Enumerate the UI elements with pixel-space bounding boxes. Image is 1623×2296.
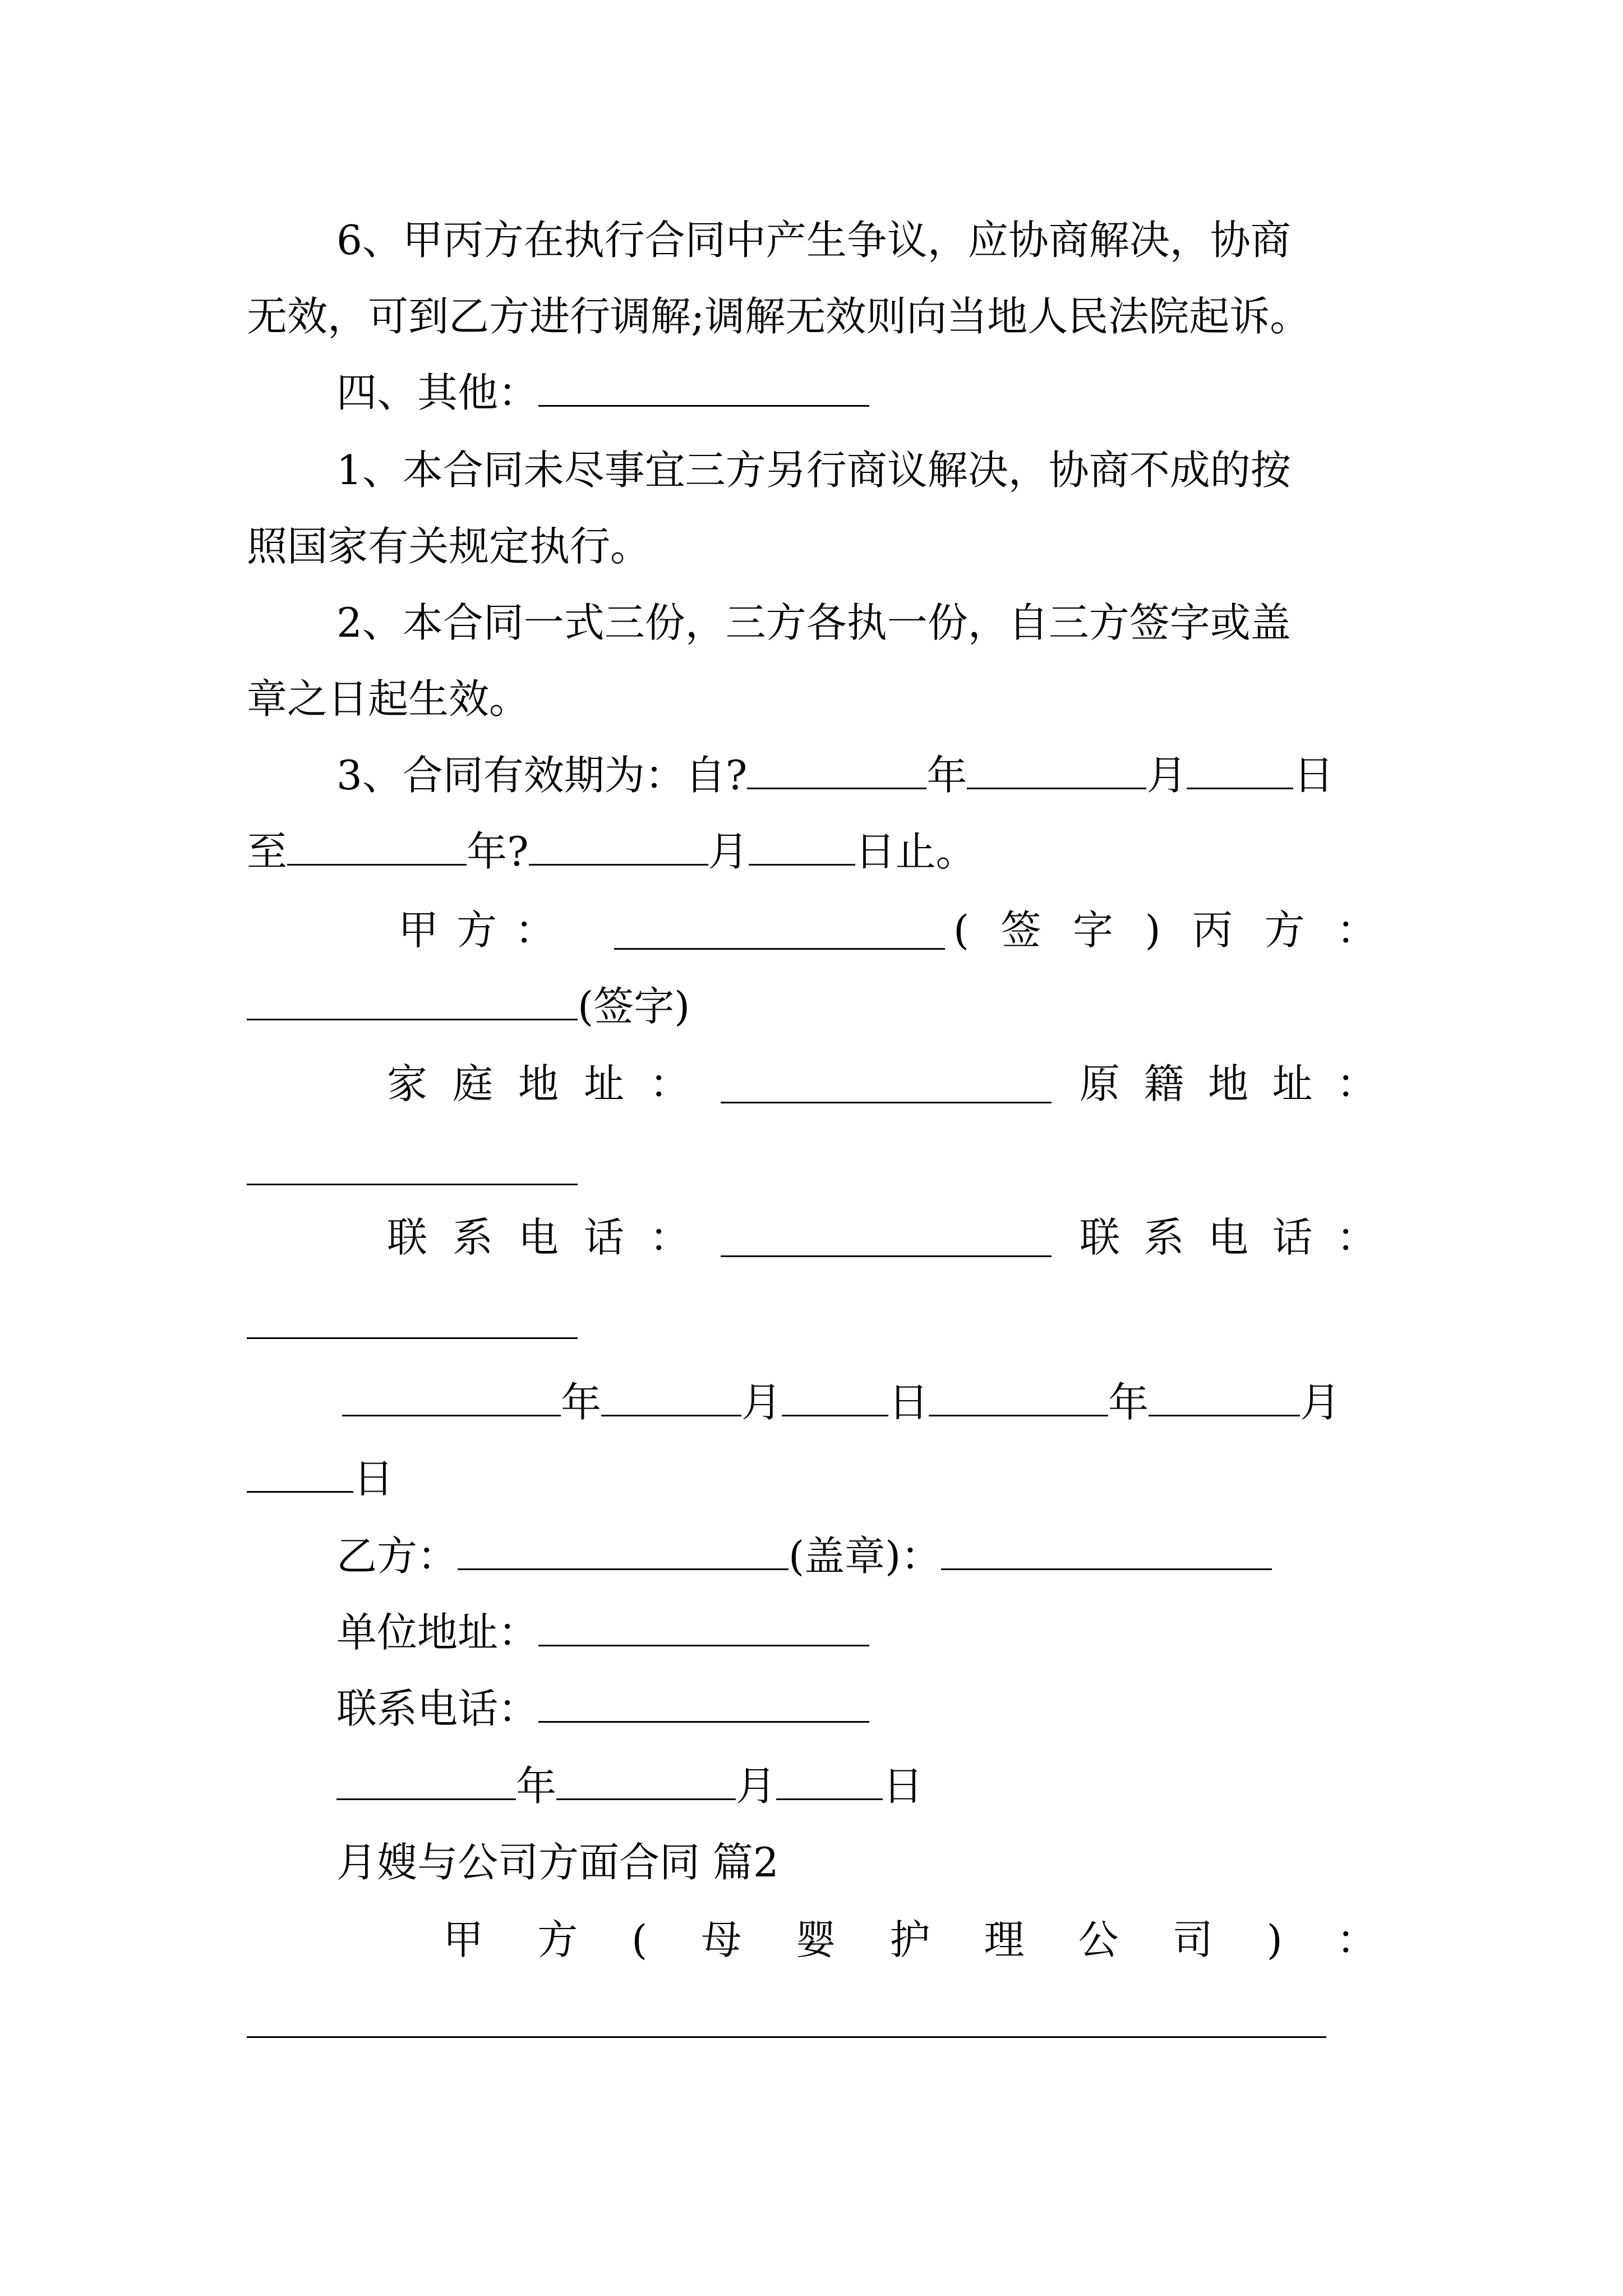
year-label: 年 [516, 1763, 557, 1810]
day-field[interactable] [782, 1378, 888, 1416]
char: 婴 [795, 1916, 836, 1963]
date-line-1 [342, 1375, 1340, 1429]
party-b-field[interactable] [458, 1531, 789, 1570]
char: 话 [1272, 1214, 1313, 1261]
char: ： [514, 907, 555, 954]
char: 庭 [452, 1060, 493, 1107]
month-label: 月 [736, 1763, 777, 1810]
char: ： [1336, 1060, 1377, 1107]
month-field[interactable] [556, 1761, 736, 1800]
day-label: 日 [888, 1379, 929, 1426]
char: 地 [518, 1060, 559, 1107]
party-a-company-field[interactable] [247, 2036, 1326, 2038]
day-label: 日 [353, 1455, 394, 1502]
char: 丙 [1192, 907, 1233, 954]
party-a-sign-field[interactable] [614, 948, 945, 950]
char: 司 [1172, 1916, 1213, 1963]
char: 方 [1264, 907, 1305, 954]
clause-3-line-2 [247, 825, 976, 878]
date-line-1-tail [247, 1452, 394, 1506]
char: 系 [1144, 1214, 1184, 1261]
char: ) [1145, 907, 1161, 954]
clause-6-line-2: 无效，可到乙方进行调解;调解无效则向当地人民法院起诉。 [247, 293, 1311, 340]
party-a-label [398, 903, 555, 957]
char: ( [631, 1916, 648, 1963]
start-month-field[interactable] [967, 751, 1146, 789]
year-field[interactable] [342, 1378, 561, 1416]
phone-field-left[interactable] [721, 1255, 1052, 1257]
char: 址 [1272, 1060, 1313, 1107]
clause-1-line-1: 1、本合同未尽事宜三方另行商议解决，协商不成的按 [336, 447, 1291, 494]
seal-field[interactable] [941, 1531, 1272, 1570]
home-address-label [387, 1057, 690, 1111]
native-address-label [1080, 1057, 1377, 1111]
char: 理 [984, 1916, 1025, 1963]
end-year-field[interactable] [287, 827, 467, 866]
unit-phone-label: 联系电话： [336, 1685, 539, 1732]
char: ) [1266, 1916, 1283, 1963]
end-day-field[interactable] [749, 827, 855, 866]
clause-2-line-1: 2、本合同一式三份，三方各执一份，自三方签字或盖 [336, 599, 1291, 646]
char: 公 [1078, 1916, 1119, 1963]
clause-2-line-2: 章之日起生效。 [247, 675, 530, 723]
year-label: 年 [926, 752, 967, 799]
section-4-label: 四、其他： [336, 369, 539, 416]
char: 址 [583, 1060, 624, 1107]
month-label: 月 [741, 1379, 782, 1426]
phone-label-left [387, 1211, 690, 1264]
unit-address-line [336, 1605, 869, 1659]
date-line-2 [336, 1759, 923, 1813]
char: 系 [452, 1214, 493, 1261]
sign-label: (签字) [578, 983, 690, 1030]
char: ： [649, 1214, 690, 1261]
day-field[interactable] [776, 1761, 883, 1800]
clause-3-prefix: 3、合同有效期为：自? [336, 752, 748, 799]
party-c-label [953, 903, 1377, 957]
clause-1-line-2: 照国家有关规定执行。 [247, 523, 651, 570]
char: 联 [387, 1214, 428, 1261]
year-field[interactable] [336, 1761, 516, 1800]
end-month-field[interactable] [529, 827, 708, 866]
day-end-label: 日止。 [855, 828, 976, 875]
section-4-heading [336, 366, 869, 420]
party-c-sign-field[interactable] [247, 982, 578, 1020]
char: 电 [1207, 1214, 1248, 1261]
char: 方 [537, 1916, 578, 1963]
native-address-field[interactable] [247, 1184, 578, 1185]
year-label: 年 [1108, 1379, 1149, 1426]
char: ： [1336, 907, 1377, 954]
month-label: 月 [1146, 752, 1187, 799]
phone-label-right [1080, 1211, 1377, 1264]
char: 联 [1080, 1214, 1121, 1261]
month-label: 月 [708, 828, 749, 875]
char: 原 [1080, 1060, 1121, 1107]
month-field[interactable] [601, 1378, 741, 1416]
char: ： [649, 1060, 690, 1107]
char: 字 [1073, 907, 1114, 954]
to-label: 至 [247, 828, 288, 875]
year-field-2[interactable] [929, 1378, 1108, 1416]
unit-address-field[interactable] [538, 1608, 869, 1646]
party-b-label: 乙方： [336, 1533, 458, 1580]
start-year-field[interactable] [747, 751, 926, 789]
month-field-2[interactable] [1149, 1378, 1300, 1416]
char: ： [1336, 1214, 1377, 1261]
char: 签 [1000, 907, 1041, 954]
party-b-line [336, 1529, 1272, 1583]
char: 家 [387, 1060, 428, 1107]
blank-field[interactable] [538, 368, 869, 407]
char: 籍 [1144, 1060, 1184, 1107]
char: ( [953, 907, 970, 954]
clause-3-line-1 [336, 748, 1334, 802]
section-heading: 月嫂与公司方面合同 篇2 [336, 1839, 779, 1886]
clause-6-line-1: 6、甲丙方在执行合同中产生争议，应协商解决，协商 [336, 217, 1291, 264]
party-c-sign-line [247, 979, 690, 1033]
char: ： [1336, 1916, 1377, 1963]
char: 母 [701, 1916, 742, 1963]
char: 方 [456, 907, 497, 954]
party-a-company-label [443, 1913, 1377, 1967]
home-address-field[interactable] [721, 1102, 1052, 1103]
char: 话 [583, 1214, 624, 1261]
phone-field-right[interactable] [247, 1337, 578, 1339]
month-label: 月 [1300, 1379, 1341, 1426]
unit-phone-field[interactable] [538, 1684, 869, 1723]
day-label: 日 [883, 1763, 924, 1810]
year-label: 年 [561, 1379, 602, 1426]
char: 电 [518, 1214, 559, 1261]
unit-phone-line [336, 1682, 869, 1736]
year-label: 年? [467, 828, 529, 875]
char: 甲 [398, 907, 439, 954]
char: 护 [889, 1916, 930, 1963]
day-label: 日 [1293, 752, 1334, 799]
unit-address-label: 单位地址： [336, 1609, 539, 1656]
char: 地 [1207, 1060, 1248, 1107]
day-field-2[interactable] [247, 1454, 353, 1493]
char: 甲 [443, 1916, 484, 1963]
seal-label: (盖章)： [789, 1533, 942, 1580]
start-day-field[interactable] [1187, 751, 1293, 789]
